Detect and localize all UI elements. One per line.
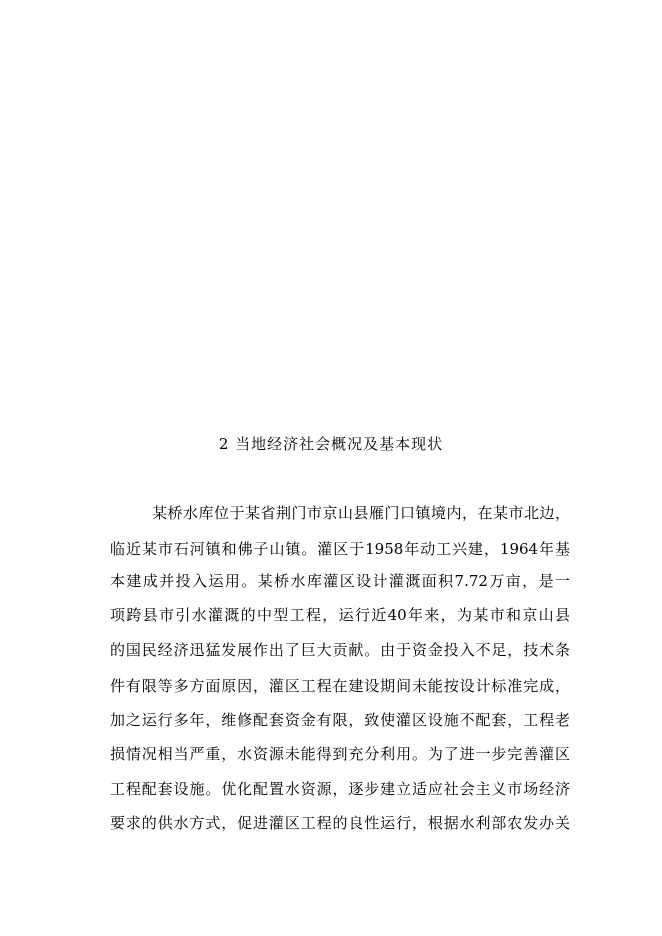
paragraph-line: 加之运行多年，维修配套资金有限，致使灌区设施不配套，工程老: [110, 711, 570, 729]
paragraph-line: 的国民经济迅猛发展作出了巨大贡献。由于资金投入不足，技术条: [110, 641, 570, 659]
paragraph-line: 要求的供水方式，促进灌区工程的良性运行，根据水利部农发办关: [110, 814, 570, 832]
paragraph-line: 本建成并投入运用。某桥水库灌区设计灌溉面积7.72万亩，是一: [110, 572, 570, 590]
paragraph-line: 项跨县市引水灌溉的中型工程，运行近40年来，为某市和京山县: [110, 606, 570, 624]
paragraph-line: 损情况相当严重，水资源未能得到充分利用。为了进一步完善灌区: [110, 745, 570, 763]
paragraph-line: 工程配套设施。优化配置水资源，逐步建立适应社会主义市场经济: [110, 780, 570, 798]
paragraph-line: 件有限等多方面原因，灌区工程在建设期间未能按设计标准完成，: [110, 677, 570, 695]
section-heading: 2 当地经济社会概况及基本现状: [218, 435, 444, 453]
paragraph-line: 临近某市石河镇和佛子山镇。灌区于1958年动工兴建，1964年基: [110, 540, 570, 558]
paragraph-line: 某桥水库位于某省荆门市京山县雁门口镇境内，在某市北边，: [152, 504, 570, 522]
